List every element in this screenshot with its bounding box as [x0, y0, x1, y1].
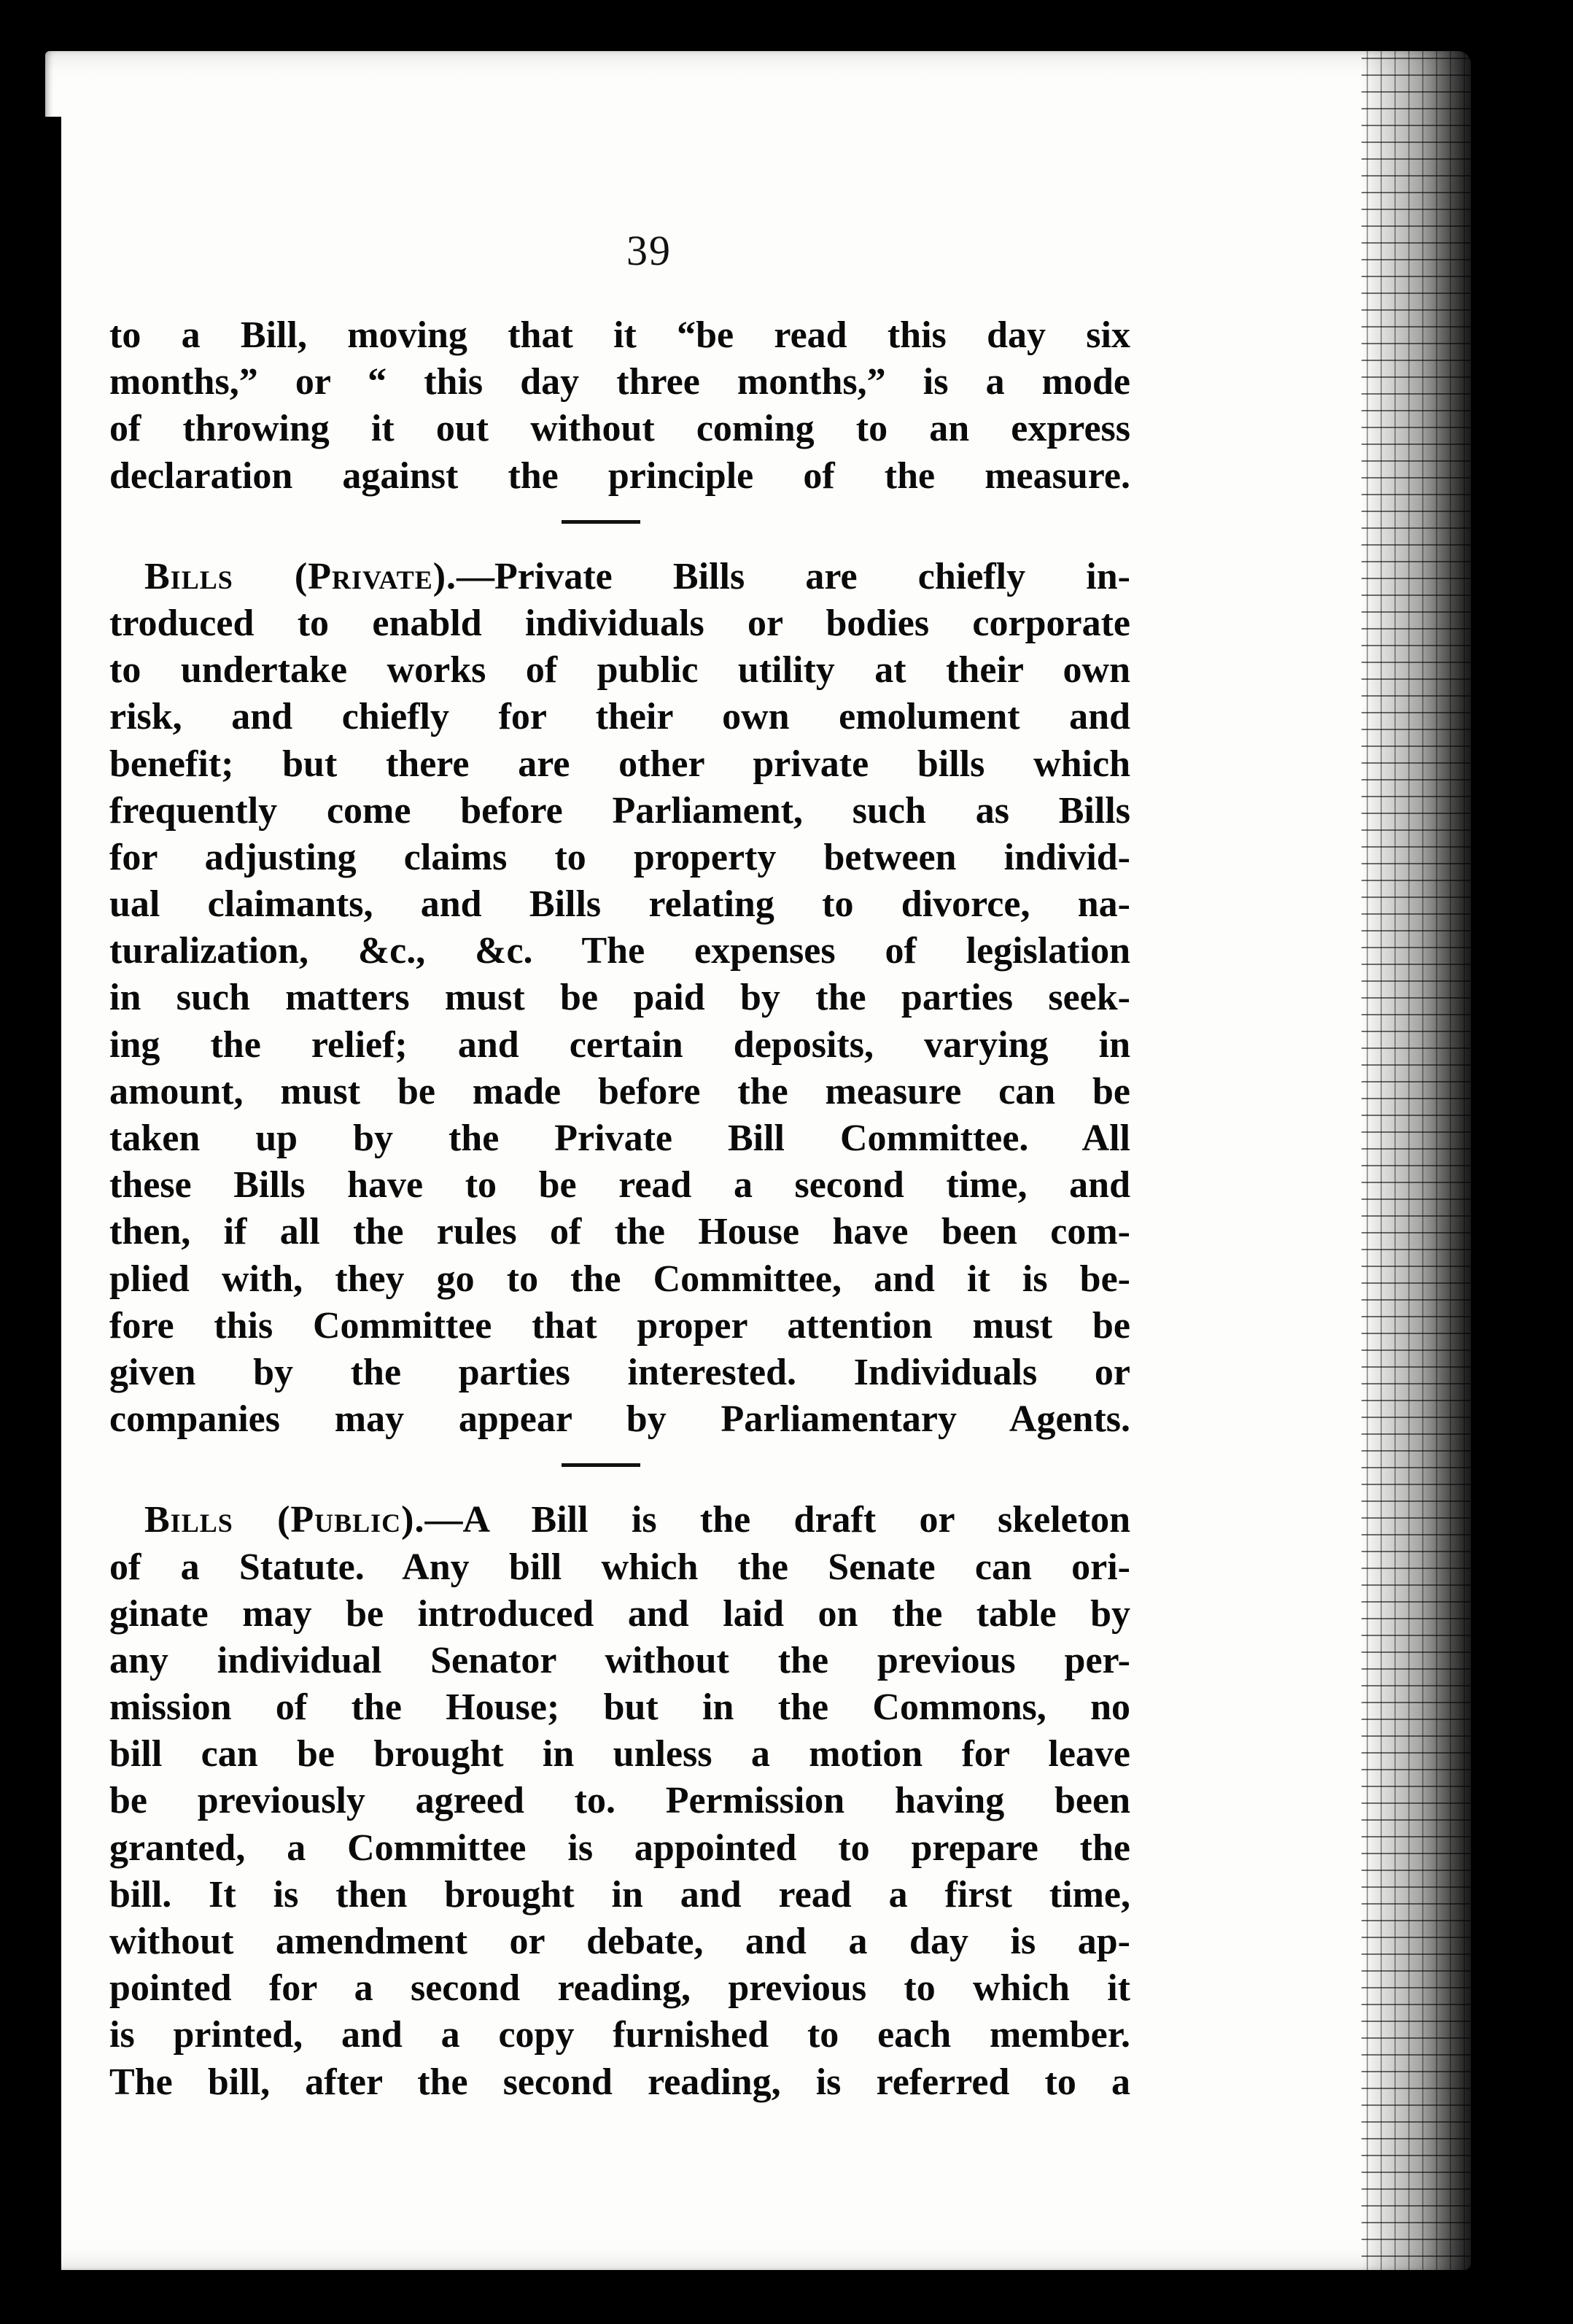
text-line: given by the parties interested. Individuals or: [109, 1351, 1130, 1393]
text-line-rest: —Private Bills are chiefly in-: [457, 555, 1130, 597]
text-line: these Bills have to be read a second time, and: [109, 1164, 1130, 1206]
text-line: troduced to enabld individuals or bodies corporate: [109, 602, 1130, 644]
text-line: bill. It is then brought in and read a first time,: [109, 1873, 1130, 1916]
text-line: risk, and chiefly for their own emolument and: [109, 696, 1130, 738]
paragraph-measure-rejection: [109, 312, 1130, 500]
text-line: ginate may be introduced and laid on the table by: [109, 1592, 1130, 1635]
text-line: mission of the House; but in the Commons, no: [109, 1686, 1130, 1729]
page-edge-texture: [1362, 51, 1471, 2270]
text-line: to undertake works of public utility at their own: [109, 649, 1130, 692]
section-divider: [109, 500, 1130, 554]
text-line: for adjusting claims to property between individ-: [109, 836, 1130, 878]
text-line: [109, 554, 1130, 600]
page-number: 39: [626, 227, 672, 274]
paragraph-bills-public: [109, 1497, 1130, 2105]
text-line: [109, 1497, 1130, 1543]
text-line: ing the relief; and certain deposits, varying in: [109, 1023, 1130, 1066]
text-line: companies may appear by Parliamentary Agents.: [109, 1398, 1130, 1441]
section-heading: Bills (Private).: [144, 555, 457, 597]
text-line: then, if all the rules of the House have been com-: [109, 1211, 1130, 1253]
text-line: months,” or “ this day three months,” is a mode: [109, 361, 1130, 403]
text-line: frequently come before Parliament, such as Bills: [109, 789, 1130, 832]
text-line: of throwing it out without coming to an express: [109, 408, 1130, 450]
text-line: plied with, they go to the Committee, and it is be-: [109, 1258, 1130, 1300]
page-binding-shadow: [45, 117, 61, 2312]
text-line: is printed, and a copy furnished to each member.: [109, 2014, 1130, 2056]
text-line: be previously agreed to. Permission having been: [109, 1780, 1130, 1822]
text-line: of a Statute. Any bill which the Senate can ori-: [109, 1546, 1130, 1588]
section-heading: Bills (Public).: [144, 1499, 425, 1541]
text-line: in such matters must be paid by the parties seek-: [109, 977, 1130, 1019]
text-line: turalization, &c., &c. The expenses of legislation: [109, 930, 1130, 972]
text-line: pointed for a second reading, previous to which it: [109, 1967, 1130, 2010]
page-text: [109, 312, 1130, 2106]
text-line: amount, must be made before the measure can be: [109, 1070, 1130, 1112]
text-line: ual claimants, and Bills relating to divorce, na-: [109, 883, 1130, 926]
section-divider: [109, 1443, 1130, 1497]
text-line: any individual Senator without the previous per-: [109, 1639, 1130, 1681]
text-line: taken up by the Private Bill Committee. All: [109, 1118, 1130, 1159]
text-line: granted, a Committee is appointed to prepare the: [109, 1827, 1130, 1869]
text-line: declaration against the principle of the measure.: [109, 454, 1130, 497]
paragraph-bills-private: [109, 554, 1130, 1444]
text-line: fore this Committee that proper attention must be: [109, 1304, 1130, 1347]
text-line: bill can be brought in unless a motion for leave: [109, 1733, 1130, 1775]
text-line: The bill, after the second reading, is referred to a: [109, 2061, 1130, 2103]
text-line: benefit; but there are other private bills which: [109, 743, 1130, 785]
text-line: to a Bill, moving that it “be read this day six: [109, 314, 1130, 356]
text-line: without amendment or debate, and a day is ap-: [109, 1921, 1130, 1962]
text-line-rest: —A Bill is the draft or skeleton: [424, 1499, 1130, 1541]
